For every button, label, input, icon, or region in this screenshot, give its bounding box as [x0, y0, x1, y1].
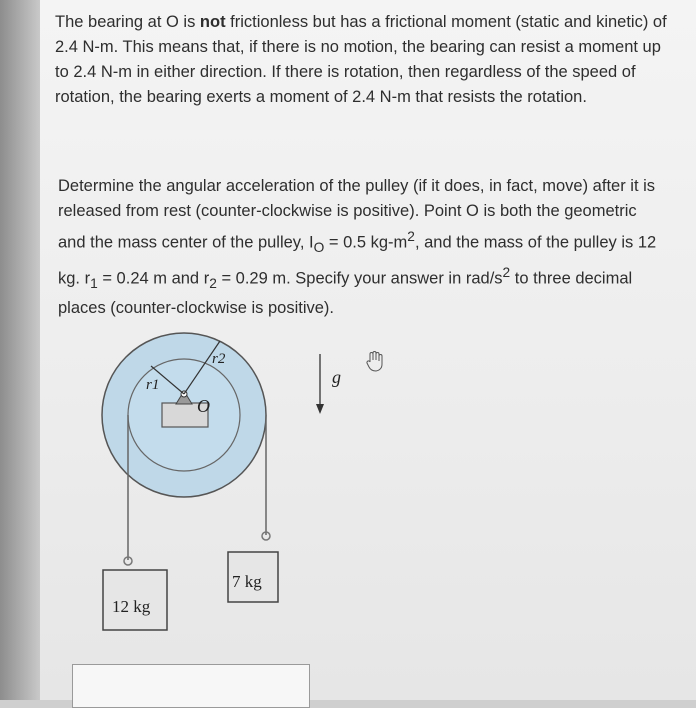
problem-paragraph-2: Determine the angular acceleration of the pulley (if it does, in fact, move) after it is released from rest (counter-clockwise is positive). Point O is both the geometric and the mass center of the pulley, $I_O = 0.5$ $kg-m^2$, and the mass of the pulley is 12 kg. $r_1 = 0.24$ m and $r_2 = 0.29$ m. Specify your answer in rad/$s^2$ to three decimal places (counter-clockwise is positive).: [58, 177, 657, 317]
gravity-arrow-icon: [316, 404, 324, 414]
problem-paragraph-1: The bearing at O is not frictionless but has a frictional moment (static and kinetic) of 2.4 N-m. This means that, if there is no motion, the bearing can resist a moment up to 2.4 N-m in either direction. If there is rotation, then regardless of the speed of rotation, the bearing exerts a moment of 2.4 N-m that resists the rotation.: [55, 13, 667, 106]
label-r2: r2: [212, 351, 226, 367]
label-g: g: [332, 367, 341, 387]
label-o: O: [197, 396, 210, 416]
mass-left-label: 12 kg: [112, 597, 151, 616]
mass-right-label: 7 kg: [232, 572, 262, 591]
label-r1: r1: [146, 377, 160, 393]
hand-cursor-icon: [367, 352, 382, 372]
answer-input[interactable]: [72, 664, 310, 708]
emphasis-not: not: [199, 13, 226, 31]
